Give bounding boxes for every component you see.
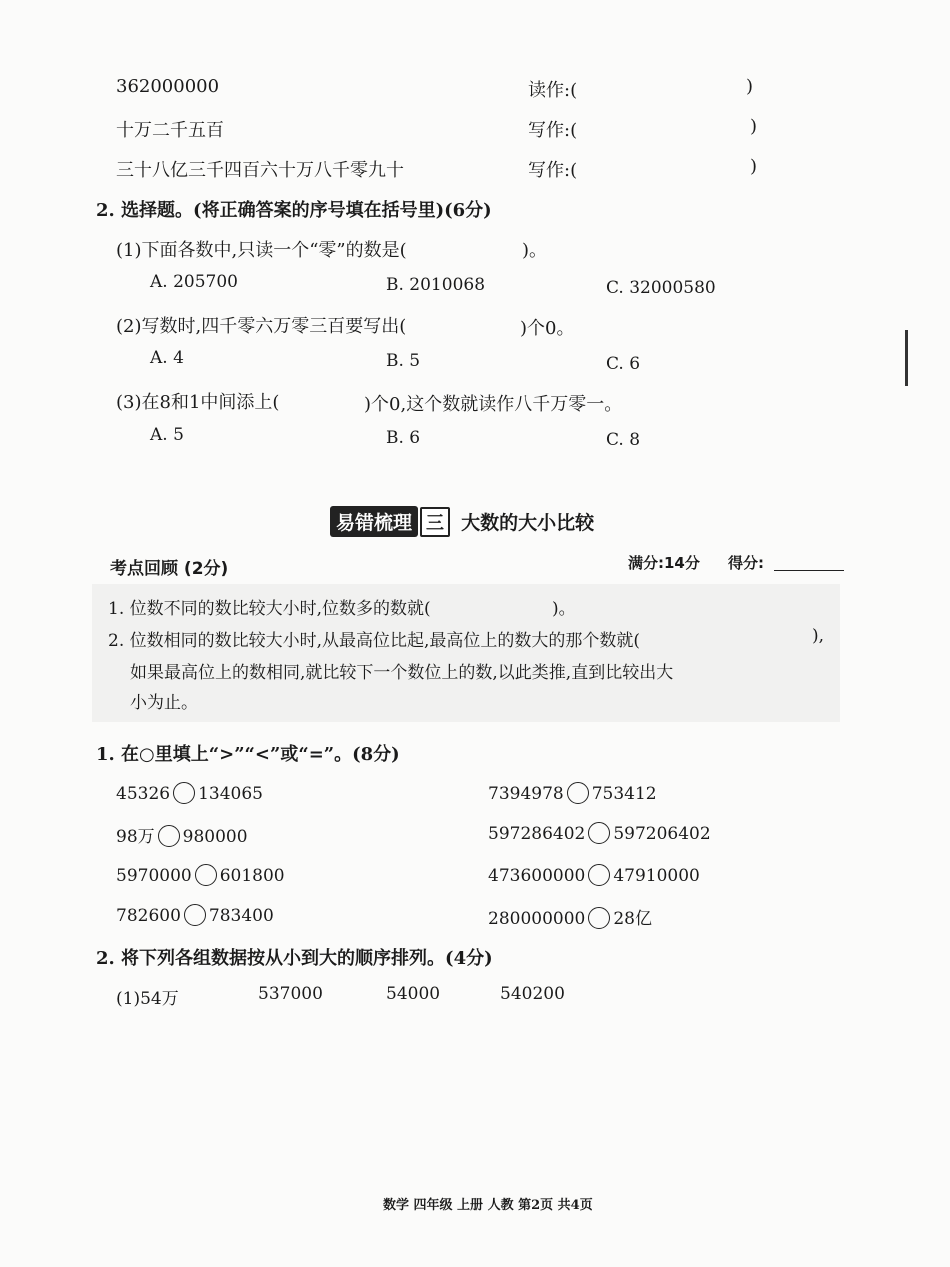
- order-title: 2. 将下列各组数据按从小到大的顺序排列。(4分): [96, 948, 493, 969]
- q2-2-option-c: C. 6: [606, 354, 641, 374]
- q1-row1-number: 362000000: [116, 76, 220, 97]
- q1-row2-close: ): [750, 116, 758, 137]
- q2-2-option-a: A. 4: [150, 348, 184, 368]
- pair-right: 753412: [591, 784, 657, 804]
- q1-row2-text: 十万二千五百: [116, 120, 224, 141]
- review-item2: 2. 位数相同的数比较大小时,从最高位比起,最高位上的数大的那个数就(: [108, 631, 641, 651]
- q1-row3-close: ): [750, 156, 758, 177]
- compare-pair-2: [488, 782, 657, 804]
- compare-title: 1. 在○里填上“>”“<”或“=”。(8分): [96, 744, 400, 765]
- pair-left: 7394978: [488, 784, 564, 804]
- q2-1-option-a: A. 205700: [150, 272, 238, 292]
- pair-left: 473600000: [488, 866, 586, 886]
- score-got-label: 得分:: [728, 554, 764, 572]
- compare-circle[interactable]: [184, 904, 206, 926]
- compare-circle[interactable]: [195, 864, 217, 886]
- review-item2-end: ),: [812, 626, 825, 646]
- pair-right: 783400: [208, 906, 274, 926]
- q2-3-option-b: B. 6: [386, 428, 421, 448]
- q2-1-option-c: C. 32000580: [606, 278, 716, 298]
- q1-row1-label: 读作:(: [528, 80, 578, 101]
- q1-row3-text: 三十八亿三千四百六十万八千零九十: [116, 160, 404, 181]
- pair-right: 28亿: [613, 909, 652, 929]
- order-number-3: 540200: [500, 984, 565, 1004]
- pair-right: 597206402: [613, 824, 711, 844]
- q2-title: 2. 选择题。(将正确答案的序号填在括号里)(6分): [96, 200, 492, 221]
- section-badge: 易错梳理: [330, 506, 418, 537]
- score-blank[interactable]: [774, 556, 844, 575]
- q2-1-stem: (1)下面各数中,只读一个“零”的数是(: [116, 240, 407, 261]
- q1-row1-close: ): [746, 76, 754, 97]
- order-number-1: 537000: [258, 984, 323, 1004]
- pair-right: 134065: [198, 784, 263, 804]
- pair-left: 98万: [116, 827, 155, 847]
- review-item2-line2: 如果最高位上的数相同,就比较下一个数位上的数,以此类推,直到比较出大: [130, 663, 674, 683]
- section-badge-number: 三: [420, 507, 450, 537]
- compare-circle[interactable]: [588, 864, 610, 886]
- compare-circle[interactable]: [158, 825, 180, 847]
- order-label: (1)54万: [116, 989, 179, 1009]
- pair-left: 597286402: [488, 824, 586, 844]
- section-header: [330, 506, 594, 537]
- pair-right: 980000: [182, 827, 248, 847]
- pair-right: 601800: [219, 866, 285, 886]
- compare-circle[interactable]: [567, 782, 589, 804]
- compare-pair-5: [116, 864, 285, 886]
- order-number-2: 54000: [386, 984, 441, 1004]
- compare-circle[interactable]: [588, 822, 610, 844]
- compare-pair-8: [488, 904, 652, 929]
- scan-mark: [905, 330, 908, 386]
- compare-pair-4: [488, 822, 711, 844]
- q2-1-stem-end: )。: [522, 240, 548, 261]
- pair-left: 5970000: [116, 866, 192, 886]
- q2-3-option-a: A. 5: [150, 425, 184, 445]
- pair-left: 782600: [116, 906, 181, 926]
- review-item1-end: )。: [552, 599, 576, 619]
- q1-row2-label: 写作:(: [528, 120, 578, 141]
- pair-left: 280000000: [488, 909, 586, 929]
- review-item1: 1. 位数不同的数比较大小时,位数多的数就(: [108, 599, 431, 619]
- page-footer: 数学 四年级 上册 人教 第2页 共4页: [383, 1198, 593, 1213]
- q2-2-stem-end: )个0。: [520, 318, 575, 339]
- pair-right: 47910000: [613, 866, 700, 886]
- q2-3-option-c: C. 8: [606, 430, 641, 450]
- compare-circle[interactable]: [173, 782, 195, 804]
- compare-pair-7: [116, 904, 274, 926]
- compare-circle[interactable]: [588, 907, 610, 929]
- q2-3-stem-end: )个0,这个数就读作八千万零一。: [364, 394, 623, 415]
- compare-pair-6: [488, 864, 700, 886]
- compare-pair-3: [116, 822, 248, 847]
- section-title: 大数的大小比较: [461, 512, 595, 534]
- compare-pair-1: [116, 782, 263, 804]
- q2-1-option-b: B. 2010068: [386, 275, 486, 295]
- review-title: 考点回顾 (2分): [110, 559, 229, 579]
- q2-2-option-b: B. 5: [386, 351, 421, 371]
- q1-row3-label: 写作:(: [528, 160, 578, 181]
- q2-3-stem: (3)在8和1中间添上(: [116, 392, 280, 413]
- pair-left: 45326: [116, 784, 171, 804]
- q2-2-stem: (2)写数时,四千零六万零三百要写出(: [116, 316, 407, 337]
- score-total: 满分:14分: [628, 554, 700, 572]
- review-item2-line3: 小为止。: [130, 693, 198, 713]
